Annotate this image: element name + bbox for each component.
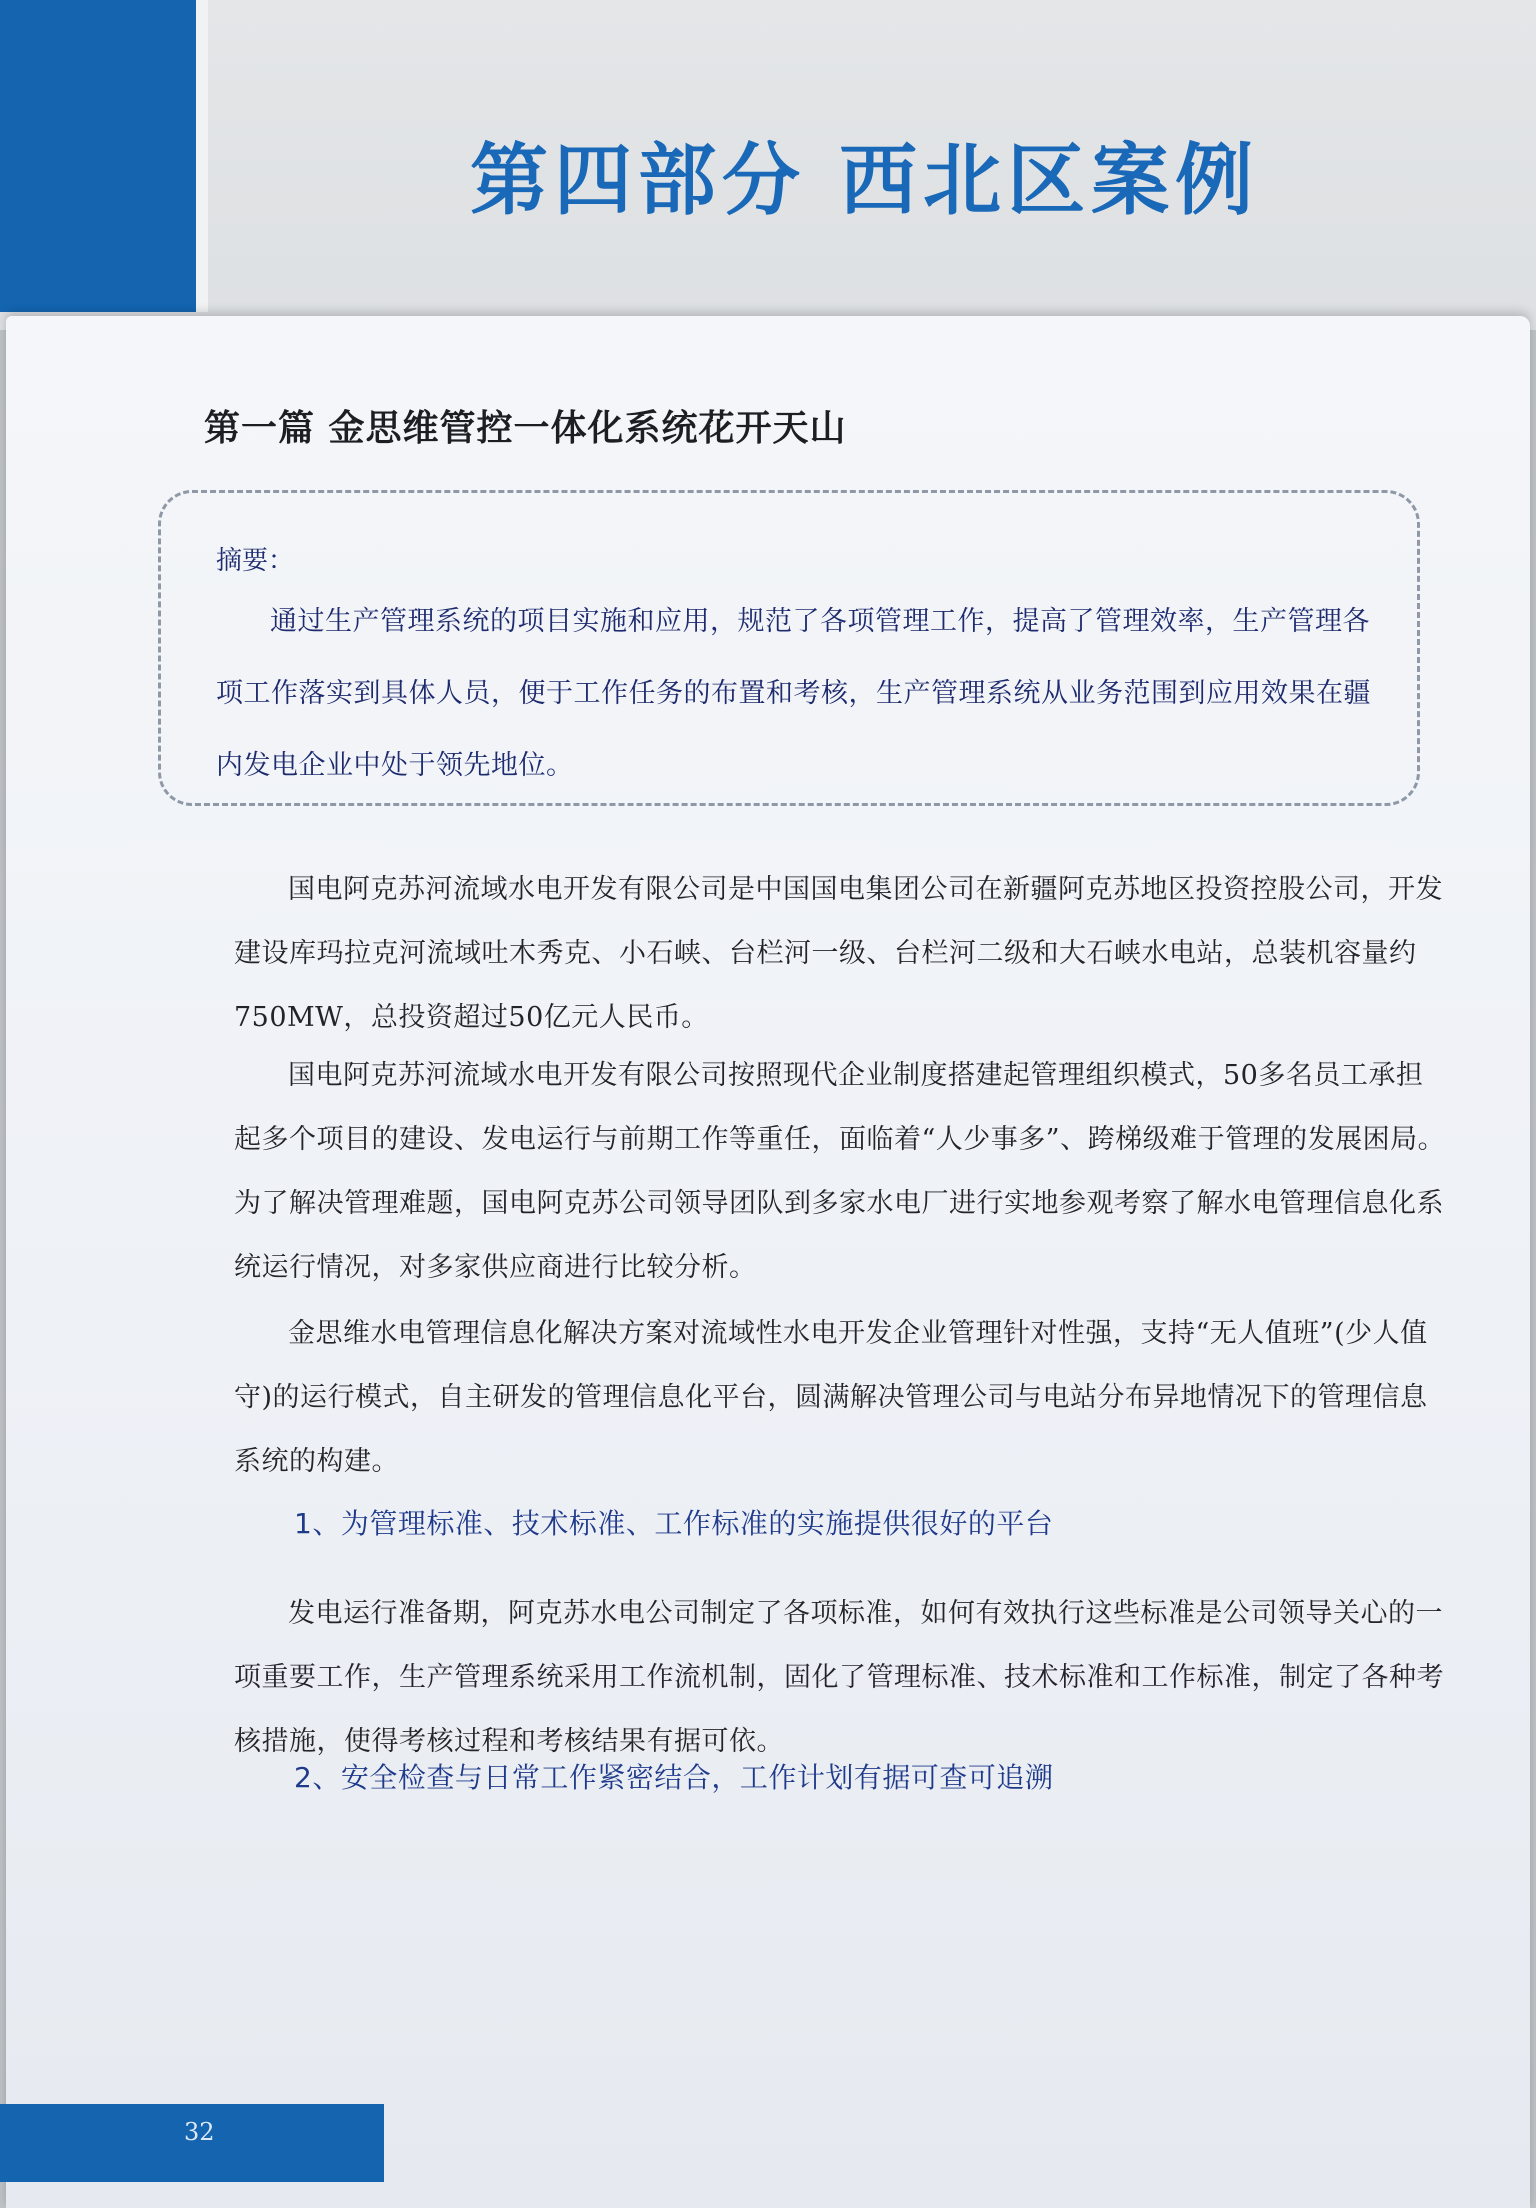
body-paragraph: 金思维水电管理信息化解决方案对流域性水电开发企业管理针对性强，支持“无人值班”(少人值守)的运行模式，自主研发的管理信息化平台，圆满解决管理公司与电站分布异地情况下的管理信息系统的构建。 bbox=[234, 1318, 1428, 1477]
body-paragraph: 国电阿克苏河流域水电开发有限公司按照现代企业制度搭建起管理组织模式，50多名员工承担起多个项目的建设、发电运行与前期工作等重任，面临着“人少事多”、跨梯级难于管理的发展困局。为了解决管理难题，国电阿克苏公司领导团队到多家水电厂进行实地参观考察了解水电管理信息化系统运行情况，对多家供应商进行比较分析。 bbox=[234, 1060, 1446, 1283]
body-paragraph: 国电阿克苏河流域水电开发有限公司是中国国电集团公司在新疆阿克苏地区投资控股公司，开发建设库玛拉克河流域吐木秀克、小石峡、台栏河一级、台栏河二级和大石峡水电站，总装机容量约750MW，总投资超过50亿元人民币。 bbox=[234, 874, 1443, 1033]
section-heading: 1、为管理标准、技术标准、工作标准的实施提供很好的平台 bbox=[294, 1507, 1054, 1540]
abstract-text: 通过生产管理系统的项目实施和应用，规范了各项管理工作，提高了管理效率，生产管理各项工作落实到具体人员，便于工作任务的布置和考核，生产管理系统从业务范围到应用效果在疆内发电企业中处于领先地位。 bbox=[216, 606, 1371, 781]
body-paragraph: 发电运行准备期，阿克苏水电公司制定了各项标准，如何有效执行这些标准是公司领导关心的一项重要工作，生产管理系统采用工作流机制，固化了管理标准、技术标准和工作标准，制定了各种考核措施，使得考核过程和考核结果有据可依。 bbox=[234, 1598, 1444, 1757]
page-edge-strip bbox=[196, 0, 208, 312]
section-heading: 2、安全检查与日常工作紧密结合，工作计划有据可查可追溯 bbox=[294, 1761, 1054, 1794]
abstract-label: 摘要： bbox=[216, 546, 295, 576]
page-number: 32 bbox=[184, 2118, 215, 2146]
article-title: 第一篇 金思维管控一体化系统花开天山 bbox=[204, 408, 847, 449]
chapter-color-bar bbox=[0, 0, 196, 312]
part-title: 第四部分 西北区案例 bbox=[470, 135, 1260, 226]
